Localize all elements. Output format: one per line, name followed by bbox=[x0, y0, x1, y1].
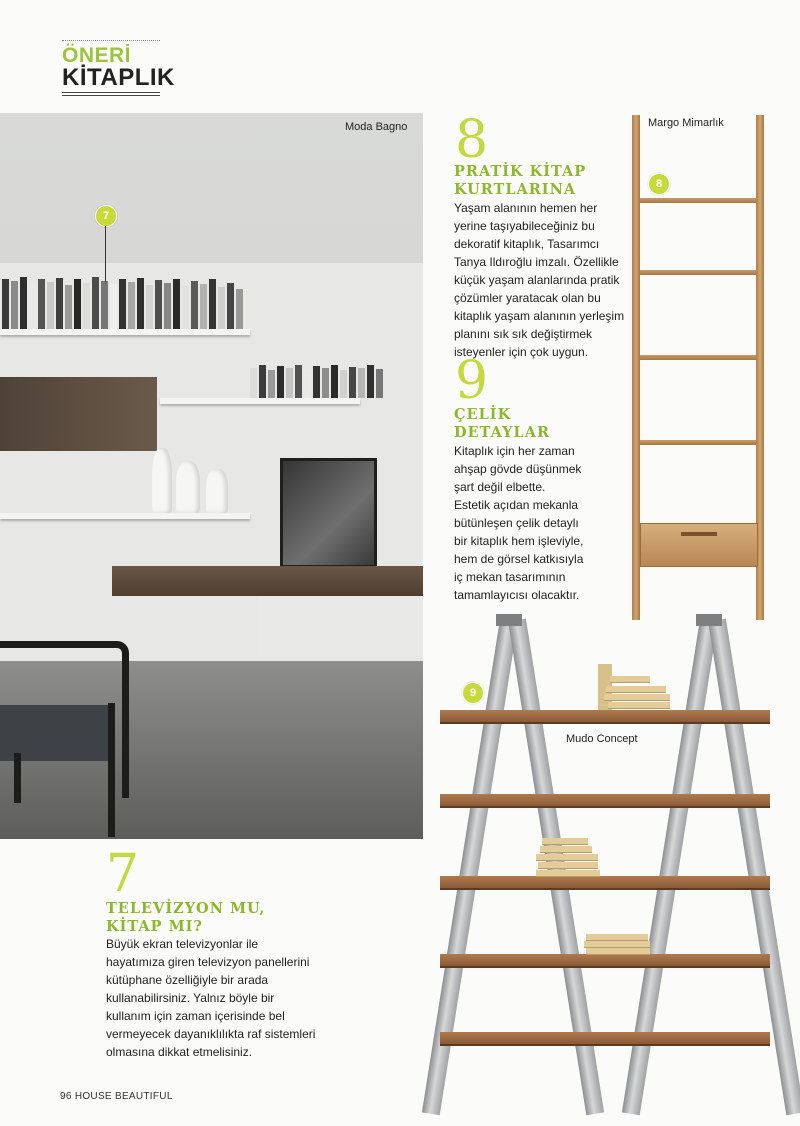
item-9-body bbox=[454, 442, 634, 604]
book-stack bbox=[584, 934, 654, 954]
ladder-rung bbox=[640, 198, 756, 203]
publication-name: HOUSE BEAUTIFUL bbox=[74, 1091, 173, 1102]
media-console bbox=[112, 566, 423, 596]
media-console-base bbox=[258, 596, 423, 656]
vase bbox=[206, 469, 228, 513]
book-stack bbox=[536, 838, 604, 876]
body-line: Tanya Ildıroğlu imzalı. Özellikle bbox=[454, 255, 619, 269]
item-8-title-line-2: KURTLARINA bbox=[454, 181, 577, 198]
body-line: Kitaplık için her zaman bbox=[454, 444, 575, 458]
body-line: hem de görsel katkısıyla bbox=[454, 552, 584, 566]
item-9-title-line-2: DETAYLAR bbox=[454, 424, 550, 441]
item-7-number: 7 bbox=[106, 844, 140, 904]
section-kicker: ÖNERİ bbox=[62, 44, 132, 67]
item-8-title-line-1: PRATİK KİTAP bbox=[454, 163, 587, 180]
item-9-title-line-1: ÇELİK bbox=[454, 406, 512, 423]
header-rule-top bbox=[62, 40, 160, 41]
wood-shelf bbox=[440, 794, 770, 808]
photo-credit-mudo: Mudo Concept bbox=[566, 733, 638, 745]
armchair-leg bbox=[14, 753, 21, 803]
metal-a-frame-shelf bbox=[438, 612, 778, 1117]
item-7-title-line-2: KİTAP MI? bbox=[106, 918, 203, 935]
section-title: KİTAPLIK bbox=[62, 64, 175, 91]
ladder-rung bbox=[640, 355, 756, 360]
leg-cap bbox=[496, 614, 522, 626]
page-number: 96 bbox=[60, 1091, 72, 1102]
wall-shelf-3 bbox=[0, 513, 250, 519]
body-line: bir kitaplık hem işleviyle, bbox=[454, 534, 584, 548]
body-line: ahşap gövde düşünmek bbox=[454, 462, 582, 476]
wall-shelf-2 bbox=[160, 398, 360, 404]
body-line: bütünleşen çelik detaylı bbox=[454, 516, 579, 530]
body-line: kütüphane özelliğiyle bir arada bbox=[106, 973, 269, 987]
wood-shelf bbox=[440, 1032, 770, 1046]
book-row bbox=[2, 275, 246, 329]
body-line: küçük yaşam alanlarında pratik bbox=[454, 273, 620, 287]
item-9-title bbox=[454, 406, 550, 442]
header-rule-bottom-2 bbox=[62, 95, 160, 96]
item-9-badge: 9 bbox=[462, 682, 484, 704]
body-line: dekoratif kitaplık, Tasarımcı bbox=[454, 237, 600, 251]
photo-credit-moda: Moda Bagno bbox=[345, 121, 408, 133]
body-line: Yaşam alanının hemen her bbox=[454, 201, 598, 215]
ladder-drawer bbox=[640, 523, 758, 567]
body-line: kullanabilirsiniz. Yalnız böyle bir bbox=[106, 991, 275, 1005]
body-line: şart değil elbette. bbox=[454, 480, 546, 494]
body-line: tamamlayıcısı olacaktır. bbox=[454, 588, 580, 602]
item-7-badge: 7 bbox=[95, 205, 117, 227]
vase bbox=[152, 448, 172, 513]
item-7-body bbox=[106, 935, 366, 1061]
vase bbox=[176, 461, 200, 513]
ladder-rung bbox=[640, 270, 756, 275]
body-line: kitaplık yaşam alanının yerleşim bbox=[454, 309, 625, 323]
item-7-title bbox=[106, 900, 265, 936]
book-row-2 bbox=[250, 365, 390, 398]
leg-cap bbox=[696, 614, 722, 626]
wood-shelf bbox=[440, 954, 770, 968]
body-line: Estetik açıdan mekanla bbox=[454, 498, 579, 512]
body-line: kullanım için zaman içerisinde bel bbox=[106, 1009, 285, 1023]
ladder-rail-left bbox=[632, 115, 640, 620]
item-9-number: 9 bbox=[455, 351, 489, 411]
item-8-title bbox=[454, 163, 586, 199]
item-8-badge: 8 bbox=[648, 173, 670, 195]
wood-shelf bbox=[440, 710, 770, 724]
body-line: çözümler yaratacak olan bu bbox=[454, 291, 601, 305]
armchair-leg bbox=[108, 703, 115, 837]
living-room-photo bbox=[0, 113, 423, 839]
body-line: vermeyecek dayanıklılıkta raf sistemleri bbox=[106, 1027, 316, 1041]
body-line: Büyük ekran televizyonlar ile bbox=[106, 937, 259, 951]
body-line: isteyenler için çok uygun. bbox=[454, 345, 589, 359]
photo-credit-margo: Margo Mimarlık bbox=[648, 117, 724, 129]
drawer-handle bbox=[681, 532, 717, 536]
item-7-title-line-1: TELEVİZYON MU, bbox=[106, 900, 266, 917]
body-line: iç mekan tasarımının bbox=[454, 570, 566, 584]
body-line: planını sık sık değiştirmek bbox=[454, 327, 593, 341]
wall-cabinet bbox=[0, 377, 157, 451]
wall-shelf bbox=[0, 329, 250, 335]
item-7-pointer bbox=[105, 226, 106, 282]
ladder-bookcase bbox=[628, 115, 768, 625]
television bbox=[280, 458, 377, 568]
ladder-rung bbox=[640, 440, 756, 445]
header-rule-bottom bbox=[62, 92, 160, 93]
body-line: olmasına dikkat etmelisiniz. bbox=[106, 1045, 253, 1059]
body-line: yerine taşıyabileceğiniz bu bbox=[454, 219, 595, 233]
wood-shelf bbox=[440, 876, 770, 890]
item-8-number: 8 bbox=[455, 110, 489, 170]
body-line: hayatımıza giren televizyon panellerini bbox=[106, 955, 310, 969]
item-8-body bbox=[454, 199, 634, 361]
book-stack bbox=[598, 664, 673, 710]
page-footer bbox=[60, 1091, 173, 1102]
